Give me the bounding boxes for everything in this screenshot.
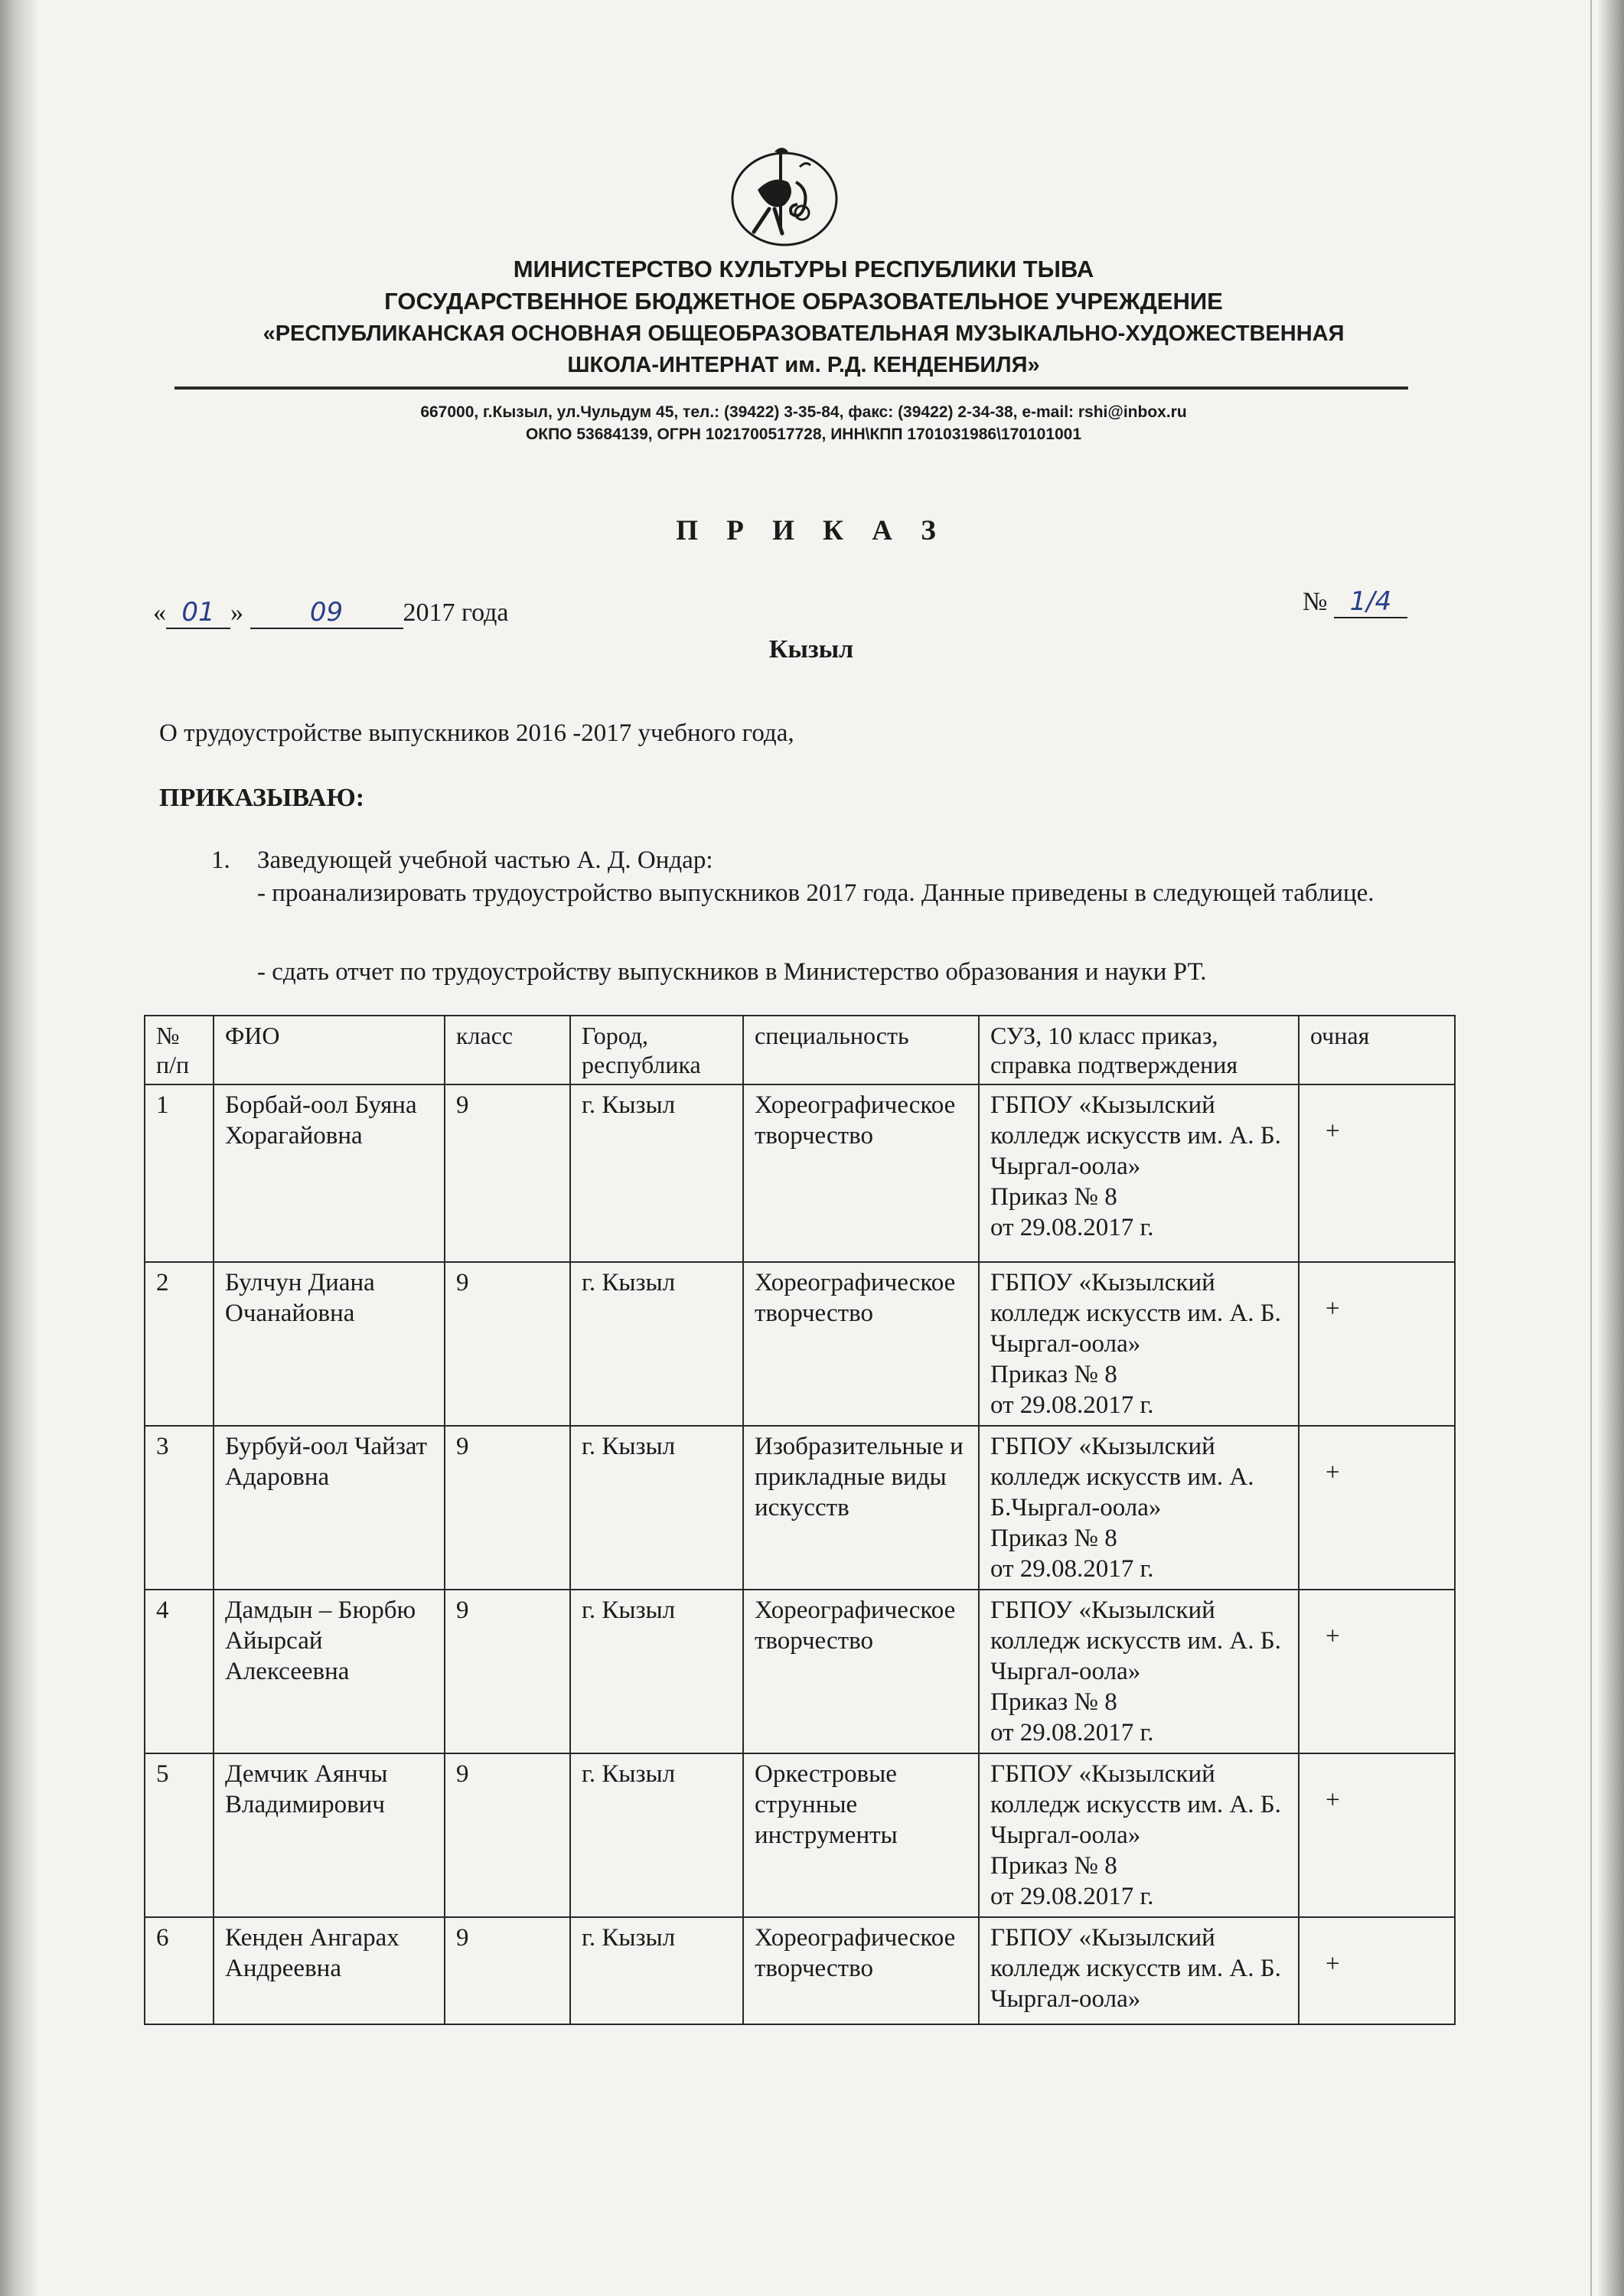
order-subject: О трудоустройстве выпускников 2016 -2017 учебного года, (159, 719, 794, 747)
cell-fulltime: + (1299, 1262, 1455, 1426)
table-row (145, 1426, 1455, 1590)
cell-fulltime: + (1299, 1084, 1455, 1262)
college-order-date: от 29.08.2017 г. (990, 1883, 1154, 1910)
cell-fio: Булчун Диана Очанайовна (214, 1262, 445, 1426)
order-number-field (1334, 586, 1407, 618)
table-row (145, 1084, 1455, 1262)
institution-type: ГОСУДАРСТВЕННОЕ БЮДЖЕТНОЕ ОБРАЗОВАТЕЛЬНОЕ УЧРЕЖДЕНИЕ (384, 288, 1223, 315)
header-grade: класс (445, 1016, 570, 1084)
cell-grade: 9 (445, 1753, 570, 1917)
college-order: Приказ № 8 (990, 1852, 1117, 1880)
cell-grade: 9 (445, 1590, 570, 1753)
cell-fio: Борбай-оол Буяна Хорагайовна (214, 1084, 445, 1262)
table-row (145, 1917, 1455, 2024)
cell-fulltime: + (1299, 1917, 1455, 2024)
cell-fulltime: + (1299, 1590, 1455, 1753)
college-order-date: от 29.08.2017 г. (990, 1555, 1154, 1583)
cell-num: 2 (145, 1262, 214, 1426)
cell-city: г. Кызыл (570, 1753, 743, 1917)
cell-grade: 9 (445, 1917, 570, 2024)
cell-fulltime: + (1299, 1426, 1455, 1590)
date-month-handwritten: 09 (309, 597, 344, 628)
cell-city: г. Кызыл (570, 1917, 743, 2024)
institution-name: «РЕСПУБЛИКАНСКАЯ ОСНОВНАЯ ОБЩЕОБРАЗОВАТЕЛЬНАЯ МУЗЫКАЛЬНО-ХУДОЖЕСТВЕННАЯ (263, 321, 1345, 346)
cell-num: 3 (145, 1426, 214, 1590)
college-order-date: от 29.08.2017 г. (990, 1391, 1154, 1419)
college-order: Приказ № 8 (990, 1525, 1117, 1552)
cell-grade: 9 (445, 1426, 570, 1590)
date-month-field (250, 597, 403, 629)
college-order: Приказ № 8 (990, 1361, 1117, 1388)
college-name: ГБПОУ «Кызылский колледж искусств им. А. Б. Чыргал-оола» (990, 1596, 1281, 1685)
cell-college (979, 1426, 1299, 1590)
document-title: П Р И К А З (676, 515, 947, 546)
order-number (1303, 586, 1407, 618)
cell-num: 1 (145, 1084, 214, 1262)
college-order-date: от 29.08.2017 г. (990, 1214, 1154, 1241)
school-emblem-icon (727, 136, 842, 251)
date-open-quote: « (153, 598, 166, 627)
contact-details: 667000, г.Кызыл, ул.Чульдум 45, тел.: (39422) 3-35-84, факс: (39422) 2-34-38, e-mail: rshi@inbox.ru (420, 403, 1187, 421)
date-day-field (166, 597, 230, 629)
instruction-report: - сдать отчет по трудоустройству выпускников в Министерство образования и науки РТ. (257, 958, 1207, 986)
header-num: № п/п (145, 1016, 214, 1084)
registration-codes: ОКПО 53684139, ОГРН 1021700517728, ИНН\КПП 1701031986\170101001 (525, 426, 1082, 443)
college-order-date: от 29.08.2017 г. (990, 1719, 1154, 1746)
date-close-quote: » (230, 598, 243, 627)
header-college: СУЗ, 10 класс приказ, справка подтверждения (979, 1016, 1299, 1084)
cell-college (979, 1262, 1299, 1426)
scan-right-edge (1598, 0, 1624, 2296)
college-order: Приказ № 8 (990, 1183, 1117, 1211)
order-date (153, 597, 509, 629)
scan-left-edge (0, 0, 37, 2296)
cell-fio: Демчик Аянчы Владимирович (214, 1753, 445, 1917)
institution-name-continued: ШКОЛА-ИНТЕРНАТ им. Р.Д. КЕНДЕНБИЛЯ» (567, 353, 1040, 377)
date-day-handwritten: 01 (181, 597, 215, 628)
ministry-name: МИНИСТЕРСТВО КУЛЬТУРЫ РЕСПУБЛИКИ ТЫВА (513, 256, 1094, 282)
letterhead-divider (174, 386, 1408, 390)
order-directive: ПРИКАЗЫВАЮ: (159, 784, 365, 812)
cell-num: 4 (145, 1590, 214, 1753)
cell-college (979, 1084, 1299, 1262)
item-number: 1. (211, 846, 230, 874)
page-fold-line (1590, 0, 1592, 2296)
college-name: ГБПОУ «Кызылский колледж искусств им. А. Б. Чыргал-оола» (990, 1269, 1281, 1358)
table-header-row (145, 1016, 1455, 1084)
document-city: Кызыл (768, 635, 854, 664)
cell-college (979, 1753, 1299, 1917)
cell-fio: Бурбуй-оол Чайзат Адаровна (214, 1426, 445, 1590)
cell-specialty: Оркестровые струнные инструменты (743, 1753, 979, 1917)
cell-fio: Кенден Ангарах Андреевна (214, 1917, 445, 2024)
header-city: Город, республика (570, 1016, 743, 1084)
order-number-handwritten: 1/4 (1349, 586, 1392, 617)
item-text: Заведующей учебной частью А. Д. Ондар: (257, 846, 713, 874)
cell-num: 6 (145, 1917, 214, 2024)
cell-city: г. Кызыл (570, 1084, 743, 1262)
table-row (145, 1590, 1455, 1753)
cell-specialty: Хореографическое творчество (743, 1084, 979, 1262)
date-year: 2017 года (403, 598, 509, 627)
cell-grade: 9 (445, 1262, 570, 1426)
table-row (145, 1262, 1455, 1426)
college-order: Приказ № 8 (990, 1688, 1117, 1716)
header-fio: ФИО (214, 1016, 445, 1084)
cell-grade: 9 (445, 1084, 570, 1262)
cell-city: г. Кызыл (570, 1590, 743, 1753)
college-name: ГБПОУ «Кызылский колледж искусств им. А. Б. Чыргал-оола» (990, 1924, 1281, 2013)
header-fulltime: очная (1299, 1016, 1455, 1084)
college-name: ГБПОУ «Кызылский колледж искусств им. А. Б. Чыргал-оола» (990, 1091, 1281, 1180)
instruction-analyze: - проанализировать трудоустройство выпускников 2017 года. Данные приведены в следующей таблице. (257, 879, 1375, 907)
college-name: ГБПОУ «Кызылский колледж искусств им. А. Б. Чыргал-оола» (990, 1760, 1281, 1849)
order-number-label: № (1303, 588, 1328, 616)
college-name: ГБПОУ «Кызылский колледж искусств им. А. Б.Чыргал-оола» (990, 1433, 1254, 1521)
cell-specialty: Хореографическое творчество (743, 1590, 979, 1753)
graduates-table (144, 1015, 1456, 2025)
cell-college (979, 1917, 1299, 2024)
cell-specialty: Хореографическое творчество (743, 1262, 979, 1426)
cell-num: 5 (145, 1753, 214, 1917)
cell-city: г. Кызыл (570, 1426, 743, 1590)
cell-city: г. Кызыл (570, 1262, 743, 1426)
cell-specialty: Хореографическое творчество (743, 1917, 979, 2024)
header-specialty: специальность (743, 1016, 979, 1084)
cell-fulltime: + (1299, 1753, 1455, 1917)
cell-college (979, 1590, 1299, 1753)
cell-specialty: Изобразительные и прикладные виды искусств (743, 1426, 979, 1590)
table-row (145, 1753, 1455, 1917)
cell-fio: Дамдын – Бюрбю Айырсай Алексеевна (214, 1590, 445, 1753)
